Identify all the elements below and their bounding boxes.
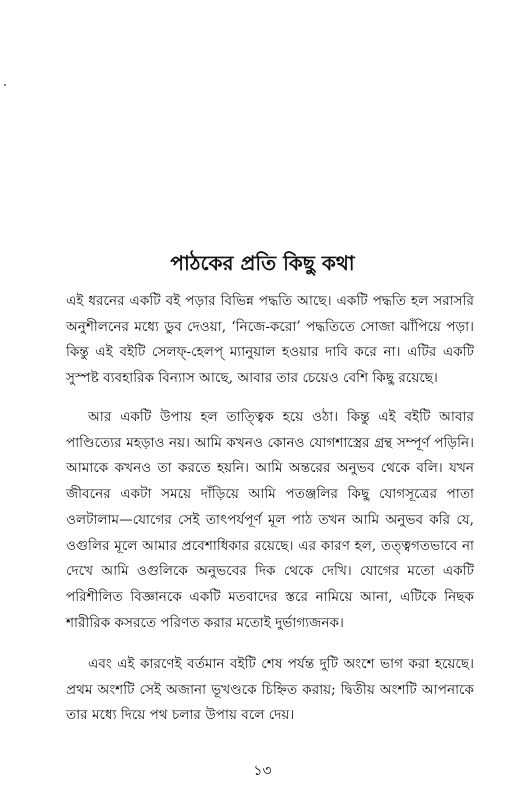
scan-speck xyxy=(4,84,6,86)
paragraph-3: এবং এই কারণেই বর্তমান বইটি শেষ পর্যন্ত দুটি অংশে ভাগ করা হয়েছে। প্রথম অংশটি সেই অজানা ভূখণ্ডকে চিহ্নিত করায়; দ্বিতীয় অংশটি আপনাকে তার মধ্যে দিয়ে পথ চলার উপায় বলে দেয়। xyxy=(66,656,474,724)
page-number: ১৩ xyxy=(253,763,272,779)
page-title: পাঠকের প্রতি কিছু কথা xyxy=(170,251,355,275)
paragraph-1: এই ধরনের একটি বই পড়ার বিভিন্ন পদ্ধতি আছে। একটি পদ্ধতি হল সরাসরি অনুশীলনের মধ্যে ডুব দেওয়া, ‘নিজে-করো’ পদ্ধতিতে সোজা ঝাঁপিয়ে পড়া। কিন্তু এই বইটি সেলফ্-হেলপ্ ম্যানুয়াল হওয়ার দাবি করে না। এটির একটি সুস্পষ্ট ব্যবহারিক বিন্যাস আছে, আবার তার চেয়েও বেশি কিছু রয়েছে। xyxy=(66,293,474,387)
paragraph-2: আর একটি উপায় হল তাত্ত্বিক হয়ে ওঠা। কিন্তু এই বইটি আবার পাণ্ডিত্যের মহড়াও নয়। আমি কখনও কোনও যোগশাস্ত্রের গ্রন্থ সম্পূর্ণ পড়িনি। আমাকে কখনও তা করতে হয়নি। আমি অন্তরের অনুভব থেকে বলি। যখন জীবনের একটা সময়ে দাঁড়িয়ে আমি পতঞ্জলির কিছু যোগসূত্রের পাতা ওলটালাম—যোগের সেই তাৎপর্যপূর্ণ মূল পাঠ তখন আমি অনুভব করি যে, ওগুলির মূলে আমার প্রবেশাধিকার রয়েছে। এর কারণ হল, তত্ত্বগতভাবে না দেখে আমি ওগুলিকে অনুভবের দিক থেকে দেখি। যোগের মতো একটি পরিশীলিত বিজ্ঞানকে একটি মতবাদের স্তরে নামিয়ে আনা, এটিকে নিছক শারীরিক কসরতে পরিণত করার মতোই দুর্ভাগ্যজনক। xyxy=(66,409,474,631)
